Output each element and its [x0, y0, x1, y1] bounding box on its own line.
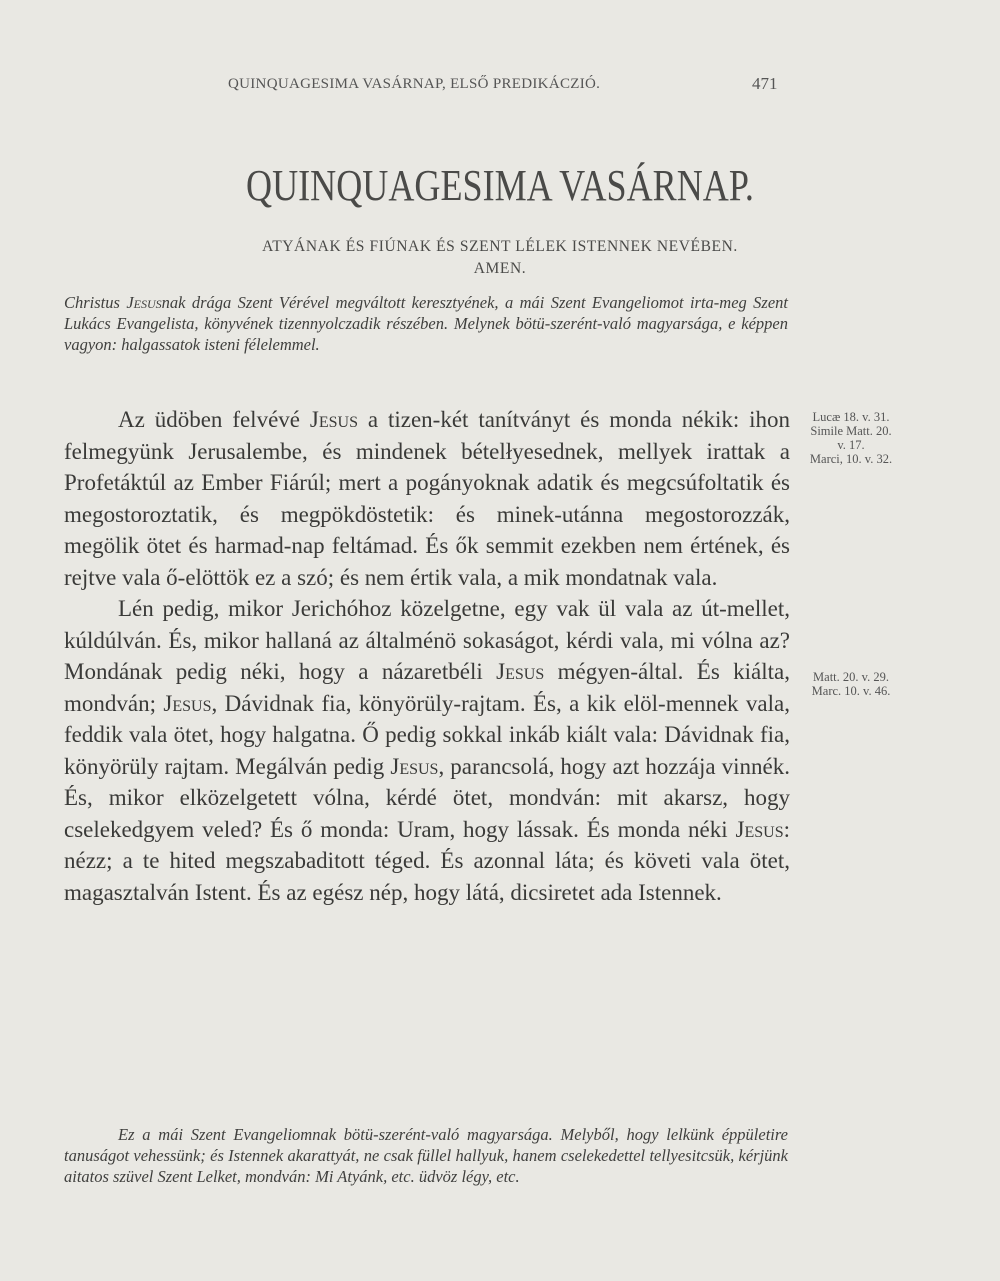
intro-text: Christus: [64, 293, 127, 312]
running-head: QUINQUAGESIMA VASÁRNAP, ELSŐ PREDIKÁCZIÓ.: [228, 76, 601, 92]
intro-text: nak drága Szent Vérével megváltott keresztyének, a mái Szent Evangeliomot irta-meg Szent Lukács Evangelista, könyvének tizennyolczadik részében. Melynek bötü-szerént-való magyarsága, e képpen vagyon: halgassatok isteni félelemmel.: [64, 293, 788, 354]
margin-note-line: Marci, 10. v. 32.: [809, 452, 893, 466]
jesus-name: Jesus: [496, 659, 545, 684]
margin-note-line: Lucæ 18. v. 31.: [812, 410, 890, 424]
gospel-text: [64, 404, 790, 908]
gospel-paragraph-2: [64, 593, 790, 908]
margin-note-line: v. 17.: [837, 438, 865, 452]
jesus-name: Jesus: [735, 816, 784, 842]
margin-note-line: Simile Matt. 20.: [810, 424, 892, 438]
margin-note-1: [792, 410, 910, 466]
invocation-line: ATYÁNAK ÉS FIÚNAK ÉS SZENT LÉLEK ISTENNEK NEVÉBEN.: [262, 238, 738, 255]
invocation: [60, 236, 940, 280]
invocation-amen: AMEN.: [473, 260, 527, 277]
text-run: , Dávidnak fia, könyörüly-rajtam. És, a kik elöl-mennek vala, feddik vala ötet, hogy halgatna. Ő pedig sokkal inkáb kiált vala: Dávidnak fia, könyörüly rajtam. Megálván pedig: [64, 690, 790, 779]
margin-note-2: [792, 670, 910, 698]
gospel-paragraph-1: [64, 404, 790, 593]
text-run: Az üdöben felvévé: [118, 407, 310, 432]
jesus-name: Jesus: [309, 407, 358, 432]
text-run: mégyen-által. És kiálta, mondván;: [64, 659, 790, 716]
page-title: QUINQUAGESIMA VASÁRNAP.: [246, 161, 754, 210]
page-number: 471: [752, 74, 778, 93]
text-run: , parancsolá, hogy azt hozzája vinnék. És, mikor elközelgetett vólna, kérdé ötet, mondván: mit akarsz, hogy cselekedgyem veled? És ő monda: Uram, hogy lássak. És monda néki: [64, 753, 790, 842]
intro-paragraph: [64, 292, 788, 355]
closing-paragraph: [64, 1124, 788, 1187]
jesus-name: Jesus: [163, 690, 212, 716]
margin-note-line: Matt. 20. v. 29.: [813, 670, 889, 684]
margin-note-line: Marc. 10. v. 46.: [811, 684, 891, 698]
jesus-name: Jesus: [126, 293, 162, 312]
text-run: a tizen-két tanítványt és monda nékik: ihon felmegyünk Jerusalembe, és mindenek bételłyesednek, mellyek irattak a Profetáktúl az Ember Fiárúl; mert a pogányoknak adatik és megcsúfoltatik és megostoroztatik, és megpökdöstetik: és minek-utánna megostorozzák, megölik ötet és harmad-nap feltámad. És ők semmit ezekben nem értének, és rejtve vala ő-elöttök ez a szó; és nem értik vala, a mik mondatnak vala.: [64, 407, 791, 590]
text-run: : nézz; a te hited megszabaditott téged. És azonnal láta; és követi vala ötet, magasztalván Istent. És az egész nép, hogy látá, dicsiretet ada Istennek.: [64, 816, 790, 905]
text-run: Lén pedig, mikor Jerichóhoz közelgetne, egy vak ül vala az út-mellet, kúldúlván. És, mikor hallaná az általménö sokaságot, kérdi vala, mi vólna az? Mondának pedig néki, hogy a názaretbéli: [64, 596, 790, 684]
jesus-name: Jesus: [390, 753, 439, 779]
closing-text: Ez a mái Szent Evangeliomnak bötü-szerént-való magyarsága. Melyből, hogy lelkünk éppületire tanuságot vehessünk; és Istennek akarattyát, ne csak füllel hallyuk, hanem cselekedettel tellyesitcsük, kérjünk aitatos szüvel Szent Lelket, mondván: Mi Atyánk, etc. üdvöz légy, etc.: [64, 1125, 788, 1186]
